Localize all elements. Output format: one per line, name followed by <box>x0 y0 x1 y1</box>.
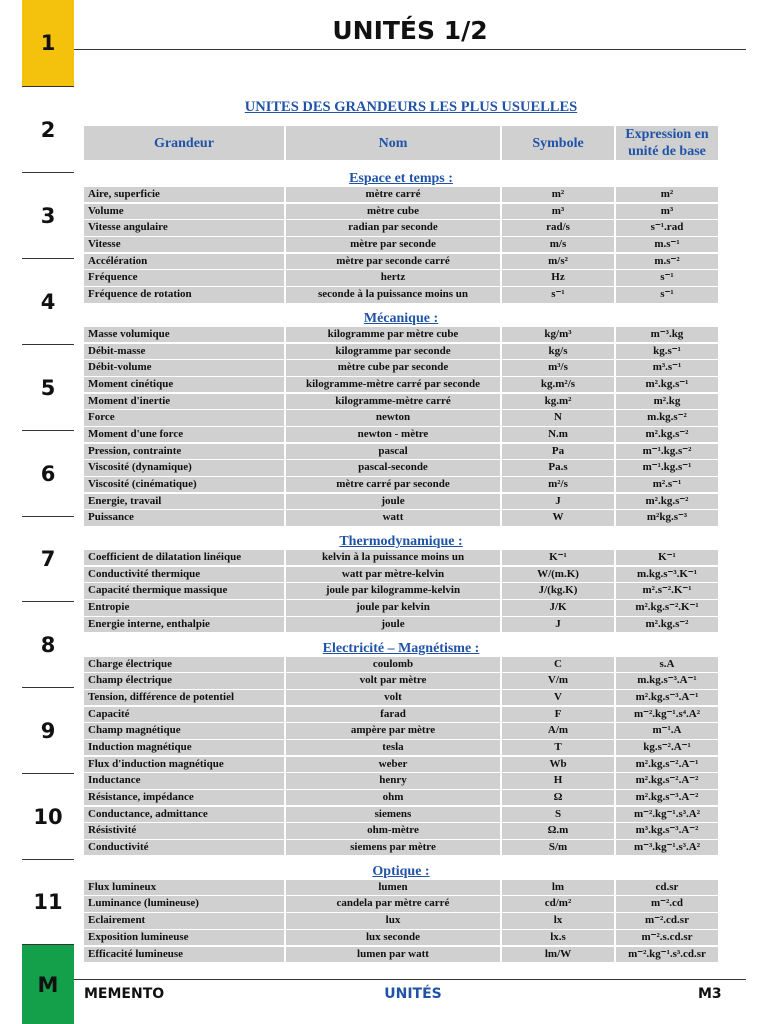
cell-expression: s⁻¹ <box>616 287 718 302</box>
cell-expression: m².kg.s⁻².A⁻² <box>616 773 718 788</box>
title-divider <box>74 49 746 50</box>
cell-nom: candela par mètre carré <box>286 896 500 911</box>
cell-nom: joule <box>286 617 500 632</box>
cell-expression: m³ <box>616 204 718 219</box>
section-title: Mécanique : <box>363 310 439 326</box>
cell-symbole: S <box>502 807 614 822</box>
cell-symbole: s⁻¹ <box>502 287 614 302</box>
cell-nom: watt <box>286 510 500 525</box>
table-subtitle: UNITES DES GRANDEURS LES PLUS USUELLES <box>244 99 578 115</box>
table-row <box>84 360 718 377</box>
cell-nom: kilogramme-mètre carré par seconde <box>286 377 500 392</box>
table-row <box>84 617 718 634</box>
table-row <box>84 840 718 857</box>
table-row <box>84 394 718 411</box>
cell-nom: watt par mètre-kelvin <box>286 567 500 582</box>
cell-expression: m⁻².kg⁻¹.s⁴.A² <box>616 707 718 722</box>
cell-grandeur: Champ électrique <box>84 673 284 688</box>
column-header-expression: Expression en unité de base <box>616 126 718 160</box>
cell-grandeur: Coefficient de dilatation linéique <box>84 550 284 565</box>
cell-nom: seconde à la puissance moins un <box>286 287 500 302</box>
cell-expression: s.A <box>616 657 718 672</box>
cell-nom: kilogramme par mètre cube <box>286 327 500 342</box>
cell-grandeur: Pression, contrainte <box>84 444 284 459</box>
cell-nom: lumen <box>286 880 500 895</box>
cell-symbole: F <box>502 707 614 722</box>
table-row <box>84 723 718 740</box>
table-row <box>84 657 718 674</box>
cell-grandeur: Eclairement <box>84 913 284 928</box>
footer-page-number: M3 <box>698 986 722 1002</box>
cell-expression: m.kg.s⁻³.K⁻¹ <box>616 567 718 582</box>
section-title: Electricité – Magnétisme : <box>322 640 480 656</box>
cell-grandeur: Inductance <box>84 773 284 788</box>
cell-expression: m².kg.s⁻³.A⁻² <box>616 790 718 805</box>
table-row <box>84 187 718 204</box>
cell-nom: lux seconde <box>286 930 500 945</box>
cell-grandeur: Flux lumineux <box>84 880 284 895</box>
cell-expression: m⁻².kg⁻¹.s³.A² <box>616 807 718 822</box>
cell-expression: m³.s⁻¹ <box>616 360 718 375</box>
cell-grandeur: Capacité thermique massique <box>84 583 284 598</box>
cell-symbole: W <box>502 510 614 525</box>
cell-expression: m².kg.s⁻² <box>616 427 718 442</box>
table-row <box>84 377 718 394</box>
footer-divider <box>74 979 746 980</box>
cell-symbole: Pa <box>502 444 614 459</box>
cell-grandeur: Entropie <box>84 600 284 615</box>
cell-symbole: kg.m²/s <box>502 377 614 392</box>
column-header-symbole: Symbole <box>502 126 614 160</box>
cell-symbole: S/m <box>502 840 614 855</box>
cell-grandeur: Fréquence de rotation <box>84 287 284 302</box>
cell-expression: kg.s⁻².A⁻¹ <box>616 740 718 755</box>
table-row <box>84 460 718 477</box>
table-row <box>84 204 718 221</box>
cell-expression: m⁻¹.A <box>616 723 718 738</box>
column-header-grandeur: Grandeur <box>84 126 284 160</box>
cell-symbole: lm/W <box>502 947 614 962</box>
cell-grandeur: Efficacité lumineuse <box>84 947 284 962</box>
cell-grandeur: Débit-volume <box>84 360 284 375</box>
chapter-tab-8[interactable]: 8 <box>22 601 74 687</box>
cell-symbole: C <box>502 657 614 672</box>
cell-symbole: lx.s <box>502 930 614 945</box>
cell-nom: ohm-mètre <box>286 823 500 838</box>
cell-expression: m⁻².cd.sr <box>616 913 718 928</box>
cell-expression: m⁻².s.cd.sr <box>616 930 718 945</box>
cell-nom: lux <box>286 913 500 928</box>
cell-nom: newton - mètre <box>286 427 500 442</box>
chapter-tab-4[interactable]: 4 <box>22 258 74 344</box>
section-title: Espace et temps : <box>349 171 453 186</box>
cell-nom: siemens par mètre <box>286 840 500 855</box>
table-row <box>84 807 718 824</box>
cell-symbole: lx <box>502 913 614 928</box>
cell-grandeur: Accélération <box>84 254 284 269</box>
cell-symbole: m²/s <box>502 477 614 492</box>
cell-symbole: Ω.m <box>502 823 614 838</box>
cell-grandeur: Conductivité <box>84 840 284 855</box>
table-row <box>84 673 718 690</box>
table-row <box>84 270 718 287</box>
cell-nom: tesla <box>286 740 500 755</box>
cell-symbole: N <box>502 410 614 425</box>
cell-nom: radian par seconde <box>286 220 500 235</box>
cell-symbole: Wb <box>502 757 614 772</box>
cell-grandeur: Vitesse angulaire <box>84 220 284 235</box>
cell-nom: farad <box>286 707 500 722</box>
table-row <box>84 220 718 237</box>
table-row <box>84 947 718 964</box>
table-row <box>84 410 718 427</box>
section-title: Optique : <box>372 863 430 879</box>
cell-symbole: m/s² <box>502 254 614 269</box>
chapter-tab-1[interactable]: 1 <box>22 0 74 86</box>
cell-expression: m⁻³.kg⁻¹.s³.A² <box>616 840 718 855</box>
chapter-tab-7[interactable]: 7 <box>22 516 74 601</box>
cell-expression: m².kg <box>616 394 718 409</box>
cell-grandeur: Force <box>84 410 284 425</box>
cell-nom: ampère par mètre <box>286 723 500 738</box>
cell-grandeur: Tension, différence de potentiel <box>84 690 284 705</box>
cell-symbole: kg.m² <box>502 394 614 409</box>
table-row <box>84 287 718 304</box>
units-table <box>84 126 718 963</box>
table-row <box>84 773 718 790</box>
chapter-tab-3[interactable]: 3 <box>22 172 74 258</box>
cell-symbole: N.m <box>502 427 614 442</box>
cell-grandeur: Viscosité (cinématique) <box>84 477 284 492</box>
cell-expression: kg.s⁻¹ <box>616 344 718 359</box>
table-row <box>84 757 718 774</box>
table-row <box>84 823 718 840</box>
cell-symbole: m³ <box>502 204 614 219</box>
table-row <box>84 444 718 461</box>
cell-grandeur: Moment d'inertie <box>84 394 284 409</box>
cell-expression: m².kg.s⁻³.A⁻¹ <box>616 690 718 705</box>
chapter-tab-6[interactable]: 6 <box>22 430 74 516</box>
cell-nom: kilogramme par seconde <box>286 344 500 359</box>
cell-grandeur: Capacité <box>84 707 284 722</box>
cell-expression: m².kg.s⁻² <box>616 617 718 632</box>
cell-nom: lumen par watt <box>286 947 500 962</box>
chapter-tab-9[interactable]: 9 <box>22 687 74 773</box>
cell-nom: mètre carré <box>286 187 500 202</box>
table-row <box>84 427 718 444</box>
cell-nom: mètre par seconde carré <box>286 254 500 269</box>
cell-nom: weber <box>286 757 500 772</box>
cell-grandeur: Volume <box>84 204 284 219</box>
table-row <box>84 690 718 707</box>
cell-expression: K⁻¹ <box>616 550 718 565</box>
cell-expression: m².kg.s⁻².K⁻¹ <box>616 600 718 615</box>
cell-nom: hertz <box>286 270 500 285</box>
cell-symbole: m³/s <box>502 360 614 375</box>
cell-expression: m²kg.s⁻³ <box>616 510 718 525</box>
cell-symbole: V/m <box>502 673 614 688</box>
cell-nom: siemens <box>286 807 500 822</box>
footer-center: UNITÉS <box>384 986 442 1002</box>
table-row <box>84 583 718 600</box>
cell-expression: m⁻³.kg <box>616 327 718 342</box>
cell-symbole: Pa.s <box>502 460 614 475</box>
cell-nom: joule par kilogramme-kelvin <box>286 583 500 598</box>
table-body <box>84 170 718 963</box>
table-row <box>84 344 718 361</box>
cell-grandeur: Conductivité thermique <box>84 567 284 582</box>
cell-nom: joule <box>286 494 500 509</box>
footer-left: MEMENTO <box>84 986 165 1002</box>
cell-nom: newton <box>286 410 500 425</box>
cell-grandeur: Masse volumique <box>84 327 284 342</box>
chapter-tab-11[interactable]: 11 <box>22 859 74 944</box>
cell-symbole: Hz <box>502 270 614 285</box>
chapter-tab-10[interactable]: 10 <box>22 773 74 859</box>
cell-expression: m.kg.s⁻³.A⁻¹ <box>616 673 718 688</box>
cell-grandeur: Exposition lumineuse <box>84 930 284 945</box>
cell-expression: m².s⁻².K⁻¹ <box>616 583 718 598</box>
cell-grandeur: Conductance, admittance <box>84 807 284 822</box>
cell-grandeur: Flux d'induction magnétique <box>84 757 284 772</box>
cell-nom: pascal-seconde <box>286 460 500 475</box>
cell-grandeur: Champ magnétique <box>84 723 284 738</box>
table-row <box>84 567 718 584</box>
cell-symbole: J/K <box>502 600 614 615</box>
cell-grandeur: Moment d'une force <box>84 427 284 442</box>
table-row <box>84 880 718 897</box>
cell-symbole: m/s <box>502 237 614 252</box>
cell-expression: m².kg.s⁻².A⁻¹ <box>616 757 718 772</box>
cell-grandeur: Vitesse <box>84 237 284 252</box>
chapter-tab-5[interactable]: 5 <box>22 344 74 430</box>
table-row <box>84 790 718 807</box>
table-row <box>84 237 718 254</box>
cell-symbole: W/(m.K) <box>502 567 614 582</box>
cell-symbole: J/(kg.K) <box>502 583 614 598</box>
table-row <box>84 740 718 757</box>
chapter-tab-2[interactable]: 2 <box>22 86 74 172</box>
table-row <box>84 896 718 913</box>
cell-grandeur: Fréquence <box>84 270 284 285</box>
cell-grandeur: Aire, superficie <box>84 187 284 202</box>
cell-expression: m⁻².cd <box>616 896 718 911</box>
table-row <box>84 510 718 527</box>
table-row <box>84 600 718 617</box>
cell-grandeur: Luminance (lumineuse) <box>84 896 284 911</box>
cell-symbole: rad/s <box>502 220 614 235</box>
cell-expression: m.s⁻¹ <box>616 237 718 252</box>
cell-expression: m².kg.s⁻¹ <box>616 377 718 392</box>
table-row <box>84 477 718 494</box>
cell-expression: s⁻¹ <box>616 270 718 285</box>
cell-symbole: T <box>502 740 614 755</box>
cell-symbole: H <box>502 773 614 788</box>
cell-symbole: J <box>502 494 614 509</box>
cell-grandeur: Débit-masse <box>84 344 284 359</box>
chapter-tab-memento[interactable]: M <box>22 944 74 1024</box>
cell-symbole: K⁻¹ <box>502 550 614 565</box>
cell-expression: m⁻².kg⁻¹.s³.cd.sr <box>616 947 718 962</box>
cell-nom: volt <box>286 690 500 705</box>
cell-grandeur: Viscosité (dynamique) <box>84 460 284 475</box>
page-title: UNITÉS 1/2 <box>332 16 488 45</box>
cell-expression: m² <box>616 187 718 202</box>
chapter-sidebar <box>22 0 74 1024</box>
cell-symbole: kg/m³ <box>502 327 614 342</box>
cell-grandeur: Résistance, impédance <box>84 790 284 805</box>
cell-nom: kelvin à la puissance moins un <box>286 550 500 565</box>
table-row <box>84 254 718 271</box>
cell-grandeur: Induction magnétique <box>84 740 284 755</box>
column-header-nom: Nom <box>286 126 500 160</box>
cell-grandeur: Charge électrique <box>84 657 284 672</box>
cell-expression: m.kg.s⁻² <box>616 410 718 425</box>
cell-nom: pascal <box>286 444 500 459</box>
cell-symbole: lm <box>502 880 614 895</box>
cell-symbole: m² <box>502 187 614 202</box>
cell-expression: cd.sr <box>616 880 718 895</box>
cell-nom: kilogramme-mètre carré <box>286 394 500 409</box>
cell-nom: coulomb <box>286 657 500 672</box>
cell-nom: joule par kelvin <box>286 600 500 615</box>
cell-symbole: Ω <box>502 790 614 805</box>
section-title: Thermodynamique : <box>339 534 463 550</box>
cell-expression: m³.kg.s⁻³.A⁻² <box>616 823 718 838</box>
table-row <box>84 327 718 344</box>
cell-nom: volt par mètre <box>286 673 500 688</box>
cell-nom: henry <box>286 773 500 788</box>
cell-nom: mètre carré par seconde <box>286 477 500 492</box>
cell-grandeur: Puissance <box>84 510 284 525</box>
table-row <box>84 913 718 930</box>
cell-symbole: A/m <box>502 723 614 738</box>
table-row <box>84 707 718 724</box>
cell-expression: m².kg.s⁻² <box>616 494 718 509</box>
cell-symbole: cd/m² <box>502 896 614 911</box>
cell-grandeur: Résistivité <box>84 823 284 838</box>
cell-nom: ohm <box>286 790 500 805</box>
cell-nom: mètre cube par seconde <box>286 360 500 375</box>
cell-nom: mètre par seconde <box>286 237 500 252</box>
cell-grandeur: Energie interne, enthalpie <box>84 617 284 632</box>
table-row <box>84 550 718 567</box>
cell-symbole: kg/s <box>502 344 614 359</box>
cell-nom: mètre cube <box>286 204 500 219</box>
table-header-row <box>84 126 718 160</box>
table-row <box>84 494 718 511</box>
table-row <box>84 930 718 947</box>
cell-expression: m.s⁻² <box>616 254 718 269</box>
cell-grandeur: Moment cinétique <box>84 377 284 392</box>
cell-expression: m².s⁻¹ <box>616 477 718 492</box>
cell-grandeur: Energie, travail <box>84 494 284 509</box>
cell-symbole: J <box>502 617 614 632</box>
cell-expression: m⁻¹.kg.s⁻² <box>616 444 718 459</box>
cell-symbole: V <box>502 690 614 705</box>
cell-expression: m⁻¹.kg.s⁻¹ <box>616 460 718 475</box>
cell-expression: s⁻¹.rad <box>616 220 718 235</box>
